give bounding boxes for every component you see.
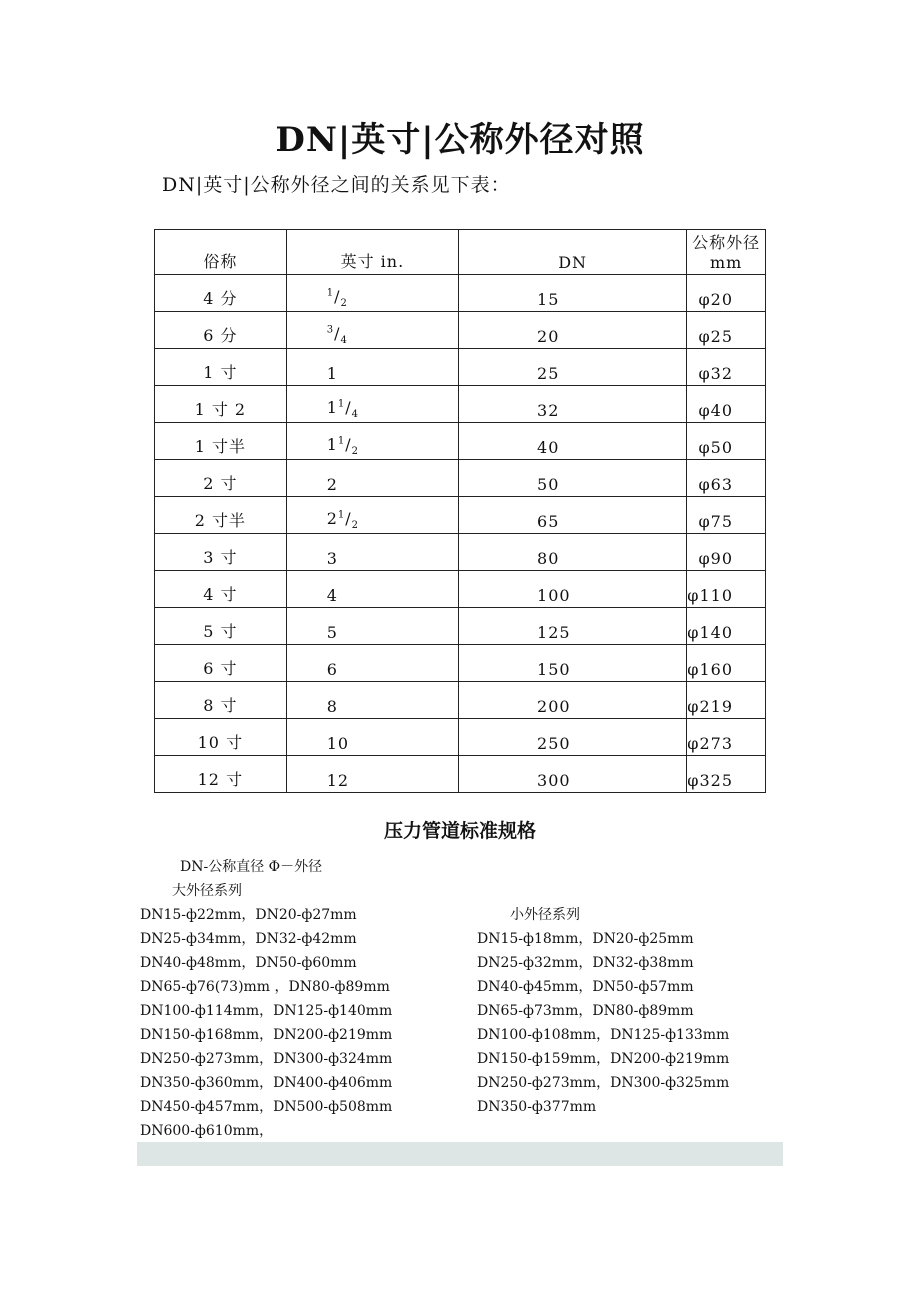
list-item: DN65-ф73mm，DN80-ф89mm: [477, 1003, 694, 1019]
legend-text: DN-公称直径 Φ－外径: [180, 859, 323, 875]
cell-common-name: 10 寸: [155, 719, 287, 756]
cell-common-name: 3 寸: [155, 534, 287, 571]
list-item: DN600-ф610mm，: [140, 1123, 274, 1139]
cell-inch: $^1/_2$: [286, 275, 458, 312]
cell-inch: $2^1/_2$: [286, 497, 458, 534]
table-row: [155, 460, 766, 497]
cell-outer-diameter: φ219: [687, 682, 766, 719]
table-row: [155, 534, 766, 571]
list-item: DN100-ф114mm，DN125-ф140mm: [140, 1003, 393, 1019]
cell-outer-diameter: φ160: [687, 645, 766, 682]
cell-inch: 10: [286, 719, 458, 756]
cell-inch: 6: [286, 645, 458, 682]
list-item: DN25-ф34mm，DN32-ф42mm: [140, 931, 357, 947]
cell-outer-diameter: φ50: [687, 423, 766, 460]
cell-inch: 3: [286, 534, 458, 571]
table-row: [155, 571, 766, 608]
cell-inch: 2: [286, 460, 458, 497]
header-common-name: 俗称: [155, 230, 287, 275]
cell-common-name: 2 寸半: [155, 497, 287, 534]
cell-outer-diameter: φ32: [687, 349, 766, 386]
cell-dn: 80: [459, 534, 687, 571]
list-item: DN150-ф159mm，DN200-ф219mm: [477, 1051, 730, 1067]
cell-outer-diameter: φ20: [687, 275, 766, 312]
cell-dn: 200: [459, 682, 687, 719]
list-item: DN15-ф22mm，DN20-ф27mm: [140, 907, 357, 923]
cell-outer-diameter: φ63: [687, 460, 766, 497]
cell-dn: 300: [459, 756, 687, 793]
cell-common-name: 4 寸: [155, 571, 287, 608]
cell-dn: 20: [459, 312, 687, 349]
cell-dn: 25: [459, 349, 687, 386]
cell-common-name: 12 寸: [155, 756, 287, 793]
small-series-list: [477, 927, 729, 1119]
cell-common-name: 1 寸半: [155, 423, 287, 460]
header-outer-diameter: 公称外径 mm: [687, 230, 766, 275]
cell-outer-diameter: φ75: [687, 497, 766, 534]
cell-outer-diameter: φ273: [687, 719, 766, 756]
list-item: DN100-ф108mm，DN125-ф133mm: [477, 1027, 730, 1043]
cell-inch: 8: [286, 682, 458, 719]
cell-dn: 15: [459, 275, 687, 312]
list-item: DN65-ф76(73)mm ，DN80-ф89mm: [140, 979, 390, 995]
list-item: DN150-ф168mm，DN200-ф219mm: [140, 1027, 393, 1043]
cell-outer-diameter: φ325: [687, 756, 766, 793]
cell-outer-diameter: φ110: [687, 571, 766, 608]
list-item: DN250-ф273mm，DN300-ф325mm: [477, 1075, 730, 1091]
cell-common-name: 1 寸: [155, 349, 287, 386]
list-item: DN450-ф457mm，DN500-ф508mm: [140, 1099, 393, 1115]
cell-outer-diameter: φ25: [687, 312, 766, 349]
table-row: [155, 275, 766, 312]
footer-bar: [137, 1142, 783, 1166]
table-header-row: [155, 230, 766, 275]
cell-inch: 4: [286, 571, 458, 608]
cell-inch: $1^1/_2$: [286, 423, 458, 460]
table-row: [155, 312, 766, 349]
list-item: DN350-ф377mm: [477, 1099, 597, 1115]
cell-common-name: 8 寸: [155, 682, 287, 719]
cell-common-name: 2 寸: [155, 460, 287, 497]
cell-dn: 150: [459, 645, 687, 682]
cell-inch: 1: [286, 349, 458, 386]
list-item: DN350-ф360mm，DN400-ф406mm: [140, 1075, 393, 1091]
list-item: DN15-ф18mm，DN20-ф25mm: [477, 931, 694, 947]
dn-inch-od-table: [154, 229, 766, 793]
table-row: [155, 423, 766, 460]
cell-dn: 50: [459, 460, 687, 497]
cell-common-name: 1 寸 2: [155, 386, 287, 423]
cell-inch: 5: [286, 608, 458, 645]
header-dn: DN: [459, 230, 687, 275]
table-row: [155, 497, 766, 534]
cell-dn: 32: [459, 386, 687, 423]
cell-common-name: 6 寸: [155, 645, 287, 682]
cell-common-name: 5 寸: [155, 608, 287, 645]
cell-dn: 65: [459, 497, 687, 534]
cell-dn: 250: [459, 719, 687, 756]
cell-outer-diameter: φ140: [687, 608, 766, 645]
table-body: [155, 275, 766, 793]
cell-inch: $1^1/_4$: [286, 386, 458, 423]
cell-outer-diameter: φ40: [687, 386, 766, 423]
cell-common-name: 4 分: [155, 275, 287, 312]
header-inch: 英寸 in.: [286, 230, 458, 275]
section-title: 压力管道标准规格: [383, 820, 536, 842]
table-row: [155, 645, 766, 682]
cell-common-name: 6 分: [155, 312, 287, 349]
cell-inch: 12: [286, 756, 458, 793]
large-series-list: [140, 903, 392, 1143]
table-row: [155, 386, 766, 423]
table-row: [155, 719, 766, 756]
table-row: [155, 349, 766, 386]
table-row: [155, 682, 766, 719]
list-item: DN40-ф48mm，DN50-ф60mm: [140, 955, 357, 971]
table-row: [155, 608, 766, 645]
table-row: [155, 756, 766, 793]
cell-dn: 125: [459, 608, 687, 645]
small-series-title: 小外径系列: [510, 907, 580, 923]
cell-dn: 40: [459, 423, 687, 460]
cell-outer-diameter: φ90: [687, 534, 766, 571]
large-series-title: 大外径系列: [172, 883, 242, 899]
page-title: DN|英寸|公称外径对照: [275, 120, 645, 160]
cell-dn: 100: [459, 571, 687, 608]
list-item: DN40-ф45mm，DN50-ф57mm: [477, 979, 694, 995]
cell-inch: $^3/_4$: [286, 312, 458, 349]
list-item: DN250-ф273mm，DN300-ф324mm: [140, 1051, 393, 1067]
page-subtitle: DN|英寸|公称外径之间的关系见下表：: [162, 174, 511, 196]
list-item: DN25-ф32mm，DN32-ф38mm: [477, 955, 694, 971]
